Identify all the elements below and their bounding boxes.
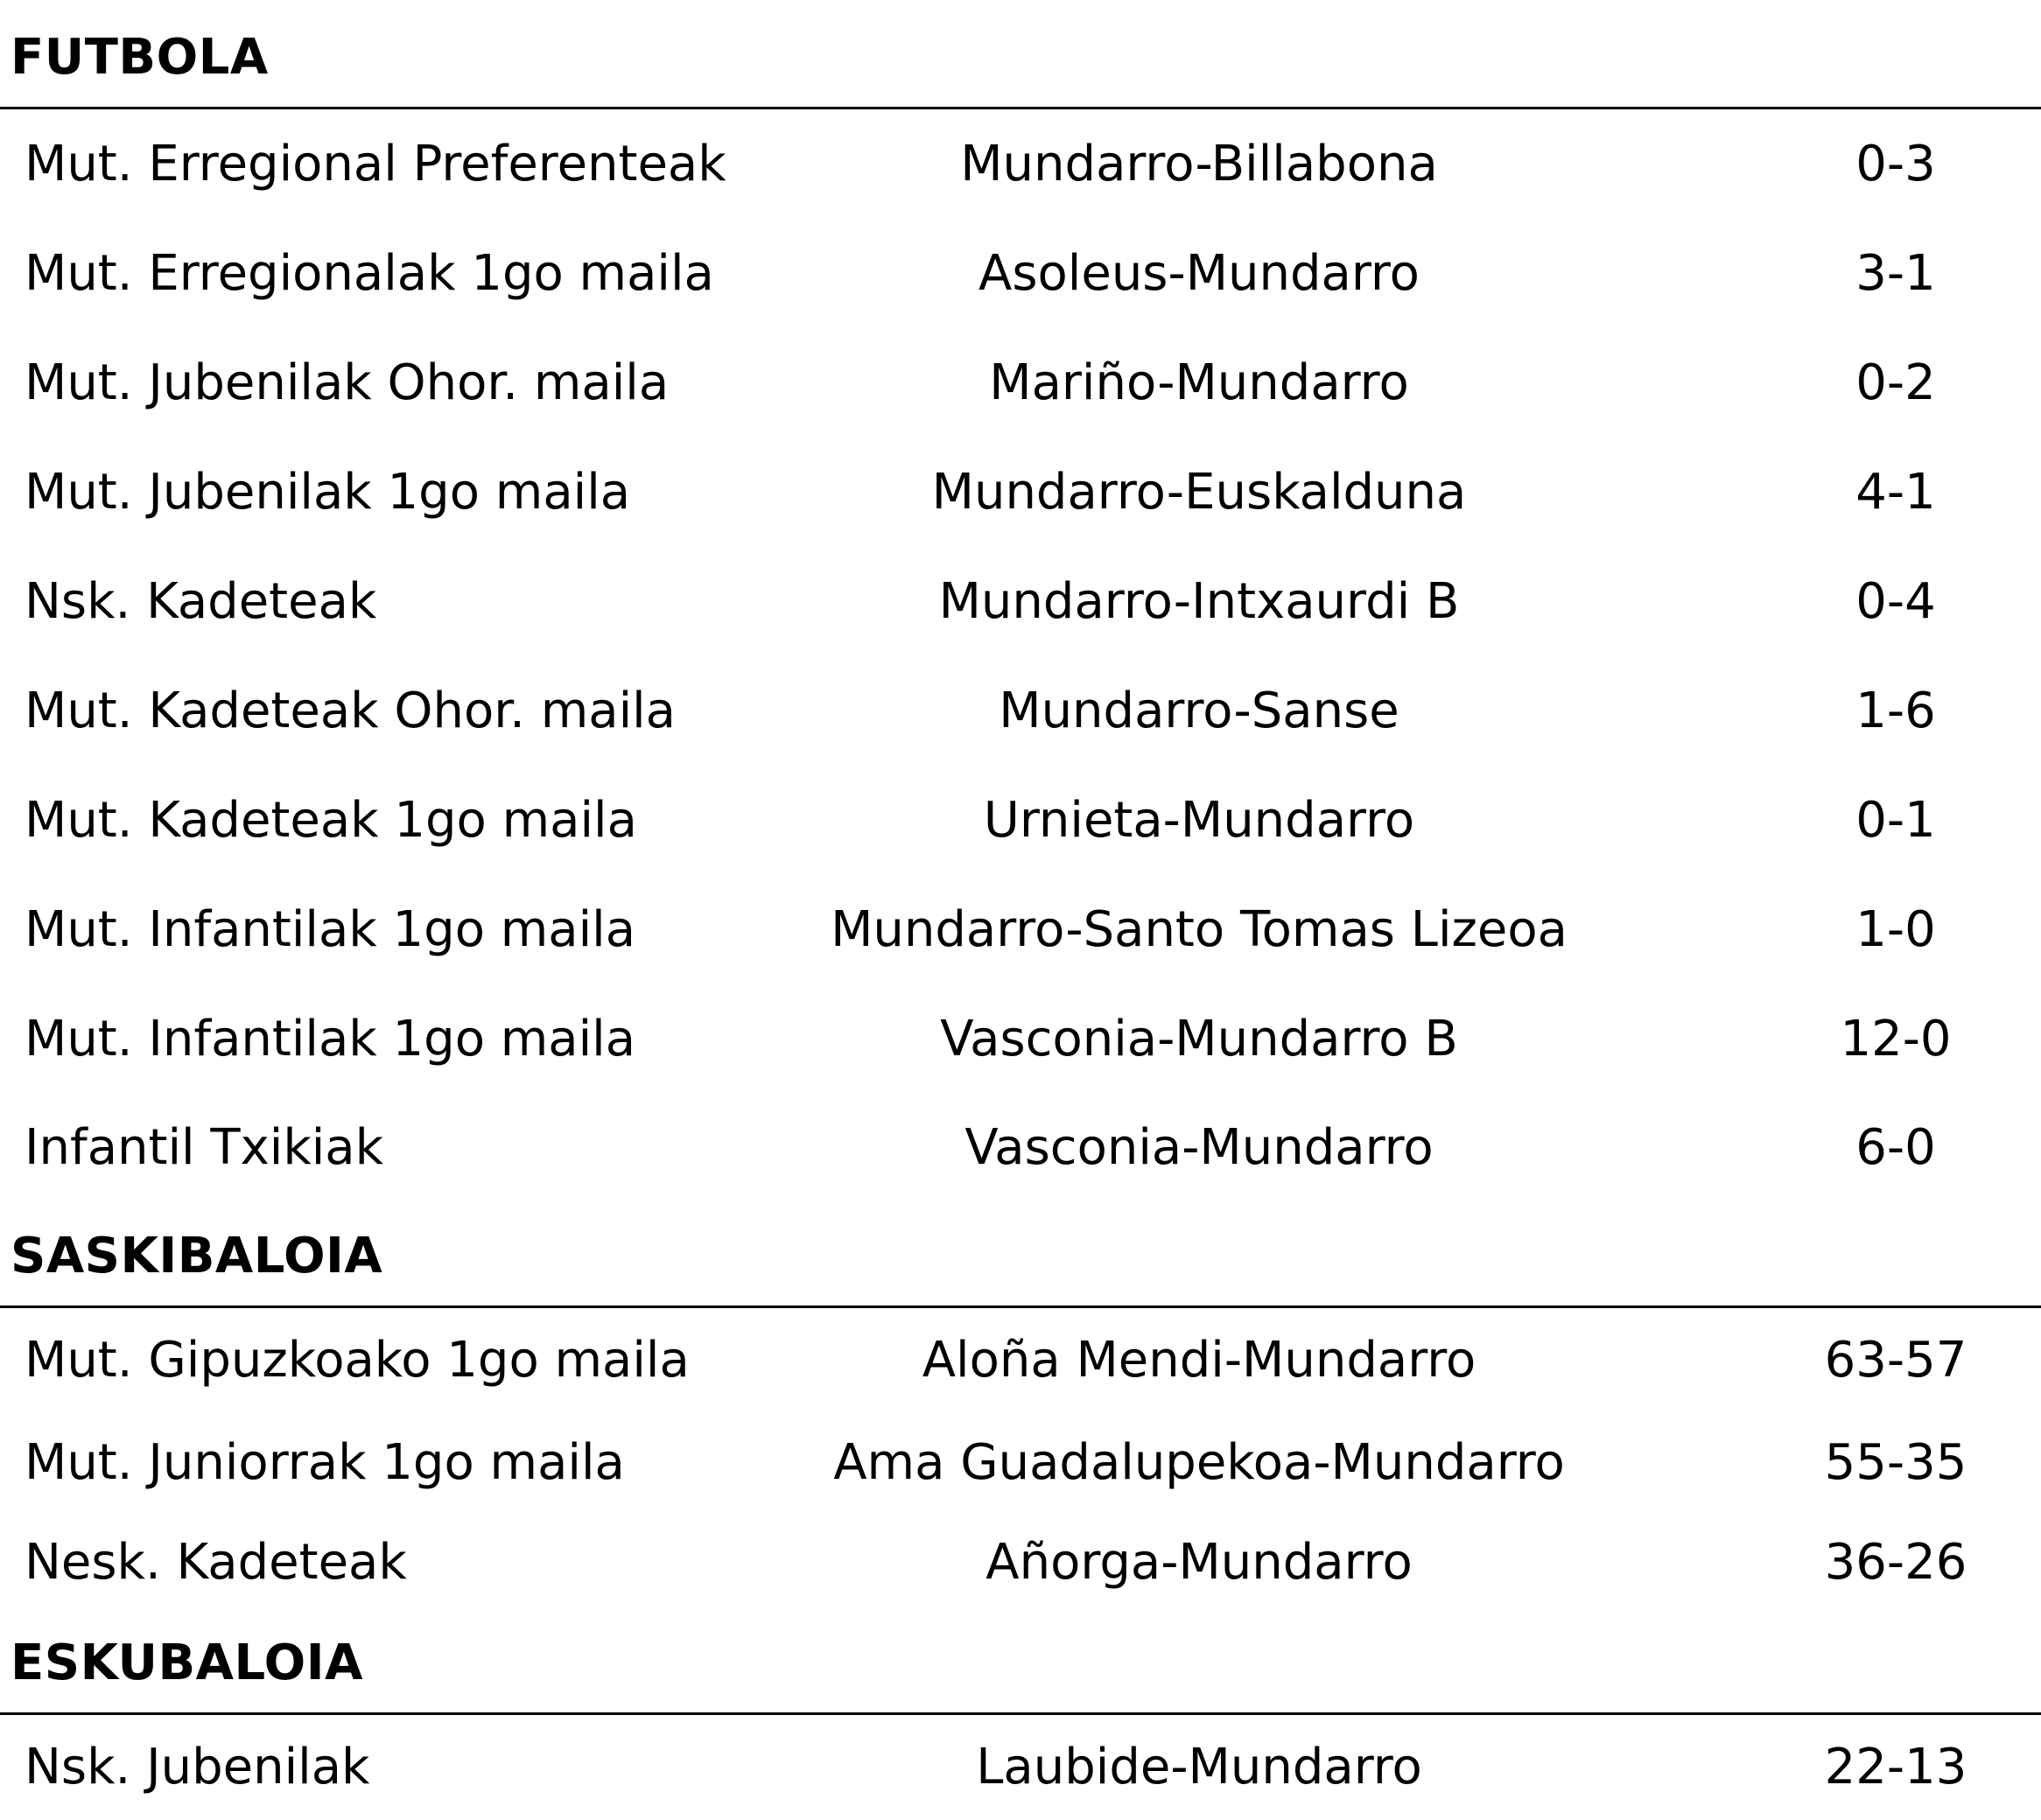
result-row xyxy=(0,875,2041,984)
match-cell: Mundarro-Sanse xyxy=(999,682,1399,739)
result-row xyxy=(0,1094,2041,1201)
section-title: ESKUBALOIA xyxy=(11,1634,363,1691)
score-cell: 1-6 xyxy=(1855,682,1936,739)
category-cell: Mut. Infantilak 1go maila xyxy=(25,1010,636,1068)
result-row xyxy=(0,656,2041,766)
match-cell: Mundarro-Intxaurdi B xyxy=(938,572,1460,630)
category-cell: Nesk. Kadeteak xyxy=(25,1534,407,1591)
result-row xyxy=(0,438,2041,547)
score-cell: 1-0 xyxy=(1855,900,1936,958)
result-row xyxy=(0,109,2041,219)
match-cell: Laubide-Mundarro xyxy=(976,1739,1422,1796)
category-cell: Infantil Txikiak xyxy=(25,1118,384,1176)
match-cell: Mundarro-Billabona xyxy=(960,135,1438,192)
category-cell: Mut. Gipuzkoako 1go maila xyxy=(25,1332,690,1389)
result-row xyxy=(0,1715,2041,1820)
category-cell: Mut. Erregional Preferenteak xyxy=(25,135,726,192)
match-cell: Vasconia-Mundarro xyxy=(964,1118,1434,1176)
result-row xyxy=(0,328,2041,438)
score-cell: 12-0 xyxy=(1840,1010,1952,1068)
score-cell: 63-57 xyxy=(1824,1332,1967,1389)
section-header-eskubaloia xyxy=(0,1613,2041,1715)
score-cell: 0-1 xyxy=(1855,791,1936,849)
match-cell: Añorga-Mundarro xyxy=(985,1534,1413,1591)
section-title: FUTBOLA xyxy=(11,29,269,86)
result-row xyxy=(0,766,2041,875)
match-cell: Asoleus-Mundarro xyxy=(978,244,1420,302)
result-row xyxy=(0,547,2041,656)
result-row xyxy=(0,219,2041,328)
category-cell: Nsk. Jubenilak xyxy=(25,1739,370,1796)
score-cell: 22-13 xyxy=(1824,1739,1967,1796)
score-cell: 0-3 xyxy=(1855,135,1936,192)
match-cell: Mundarro-Euskalduna xyxy=(931,463,1467,521)
score-cell: 55-35 xyxy=(1824,1434,1967,1491)
score-cell: 0-4 xyxy=(1855,572,1936,630)
score-cell: 36-26 xyxy=(1824,1534,1967,1591)
score-cell: 6-0 xyxy=(1855,1118,1936,1176)
category-cell: Mut. Jubenilak 1go maila xyxy=(25,463,631,521)
category-cell: Mut. Kadeteak Ohor. maila xyxy=(25,682,676,739)
score-cell: 3-1 xyxy=(1855,244,1936,302)
category-cell: Mut. Erregionalak 1go maila xyxy=(25,244,714,302)
score-cell: 0-2 xyxy=(1855,354,1936,411)
result-row xyxy=(0,984,2041,1094)
section-title: SASKIBALOIA xyxy=(11,1228,383,1284)
category-cell: Nsk. Kadeteak xyxy=(25,572,377,630)
match-cell: Aloña Mendi-Mundarro xyxy=(922,1332,1476,1389)
category-cell: Mut. Jubenilak Ohor. maila xyxy=(25,354,670,411)
match-cell: Ama Guadalupekoa-Mundarro xyxy=(833,1434,1565,1491)
category-cell: Mut. Juniorrak 1go maila xyxy=(25,1434,625,1491)
match-cell: Urnieta-Mundarro xyxy=(983,791,1415,849)
match-cell: Mariño-Mundarro xyxy=(989,354,1409,411)
category-cell: Mut. Infantilak 1go maila xyxy=(25,900,636,958)
match-cell: Vasconia-Mundarro B xyxy=(940,1010,1458,1068)
category-cell: Mut. Kadeteak 1go maila xyxy=(25,791,637,849)
result-row xyxy=(0,1308,2041,1413)
section-header-futbola xyxy=(0,0,2041,109)
result-row xyxy=(0,1513,2041,1613)
score-cell: 4-1 xyxy=(1855,463,1936,521)
match-cell: Mundarro-Santo Tomas Lizeoa xyxy=(831,900,1568,958)
result-row xyxy=(0,1413,2041,1513)
section-header-saskibaloia xyxy=(0,1201,2041,1308)
